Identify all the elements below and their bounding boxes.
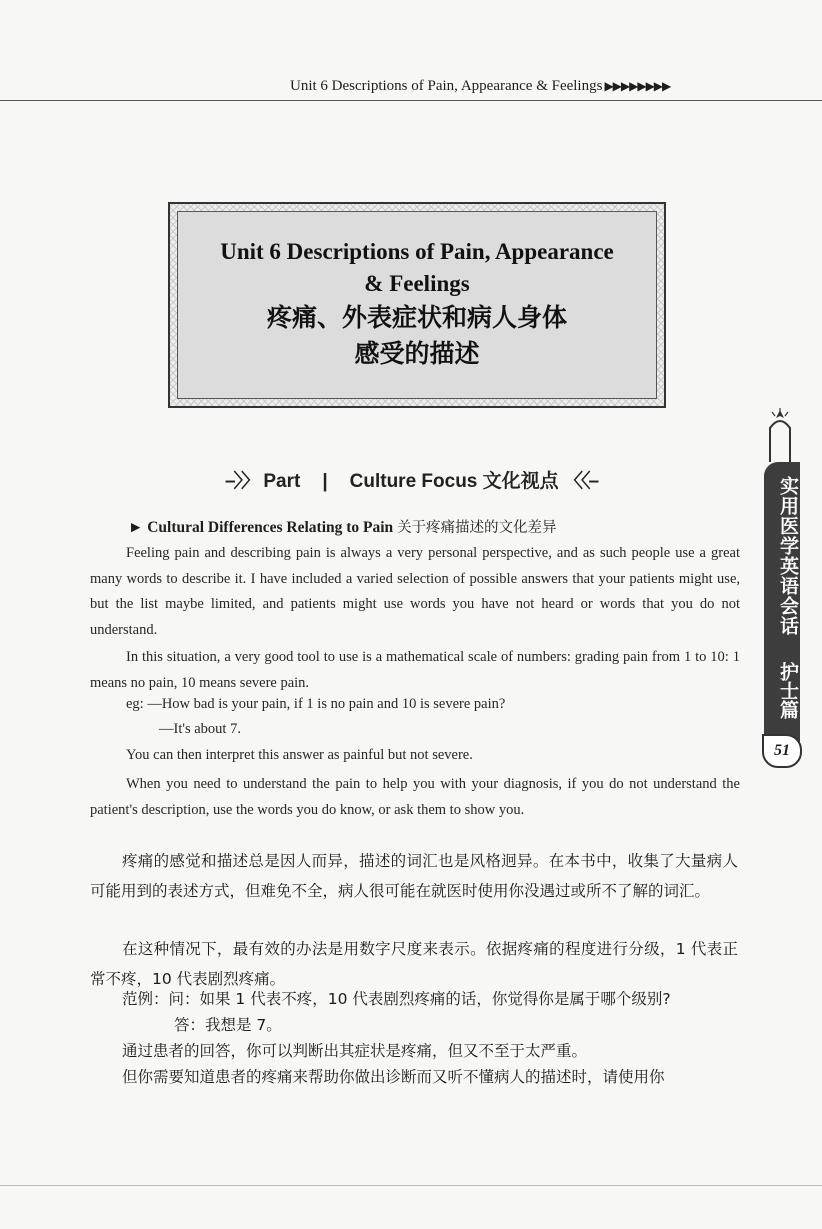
part-separator: | [322, 471, 328, 492]
chinese-example-question: 范例：问：如果 1 代表不疼，10 代表剧烈疼痛的话，你觉得你是属于哪个级别? [122, 990, 671, 1008]
bookmark-ribbon-icon [766, 408, 794, 464]
side-tab [764, 462, 800, 752]
part-heading [0, 466, 822, 493]
chinese-paragraph-2: 在这种情况下，最有效的办法是用数字尺度来表示。依据疼痛的程度进行分级，1 代表正常不疼，10 代表剧烈疼痛。 [90, 940, 738, 988]
section-title-en: Cultural Differences Relating to Pain [147, 519, 394, 536]
page-number: 51 [762, 734, 802, 768]
unit-title-box [168, 202, 666, 408]
chinese-paragraph-3: 通过患者的回答，你可以判断出其症状是疼痛，但又不至于太严重。 [122, 1042, 588, 1060]
unit-title-cn-line2: 感受的描述 [354, 339, 480, 368]
unit-title-en-line1: Unit 6 Descriptions of Pain, Appearance [220, 239, 614, 264]
part-deco-left: –〉〉 [224, 471, 259, 492]
chinese-example-answer: 答：我想是 7。 [174, 1016, 282, 1034]
unit-title-cn-line1: 疼痛、外表症状和病人身体 [266, 303, 567, 332]
running-header [290, 78, 820, 100]
english-paragraph-3: You can then interpret this answer as painful but not severe. [126, 747, 473, 763]
section-title-cn: 关于疼痛描述的文化差异 [397, 520, 557, 536]
unit-title-inner [177, 211, 657, 399]
english-example-question: eg: —How bad is your pain, if 1 is no pain and 10 is severe pain? [126, 696, 506, 712]
part-label: Part [263, 471, 301, 492]
header-rule [0, 100, 822, 101]
section-heading [128, 516, 557, 537]
section-marker-icon: ► [128, 519, 144, 536]
footer-rule [0, 1185, 822, 1186]
part-title: Culture Focus 文化视点 [349, 471, 559, 492]
side-tab-title: 实用医学英语会话 [777, 476, 799, 636]
english-paragraph-1: Feeling pain and describing pain is always a very personal perspective, and as such people use a great many words to describe it. I have included a varied selection of possible answers that your patients might use, but the list maybe limited, and patients might use words you have not heard or words that you do not understand. [90, 545, 740, 638]
unit-title-en-line2: & Feelings [364, 271, 470, 296]
part-deco-right: 〈〈– [563, 471, 598, 492]
side-tab-subtitle: 护士篇 [777, 662, 799, 719]
english-paragraph-2: In this situation, a very good tool to use is a mathematical scale of numbers: grading pain from 1 to 10: 1 means no pain, 10 means severe pain. [90, 649, 740, 691]
chinese-paragraph-4: 但你需要知道患者的疼痛来帮助你做出诊断而又听不懂病人的描述时，请使用你 [122, 1068, 665, 1086]
chinese-paragraph-1: 疼痛的感觉和描述总是因人而异，描述的词汇也是风格迥异。在本书中，收集了大量病人可能用到的表述方式，但难免不全，病人很可能在就医时使用你没遇过或所不了解的词汇。 [90, 852, 738, 900]
english-example-answer: —It's about 7. [159, 721, 241, 737]
english-paragraph-4: When you need to understand the pain to help you with your diagnosis, if you do not understand the patient's description, use the words you do know, or ask them to show you. [90, 776, 740, 818]
running-header-arrows: ▶▶▶▶▶▶▶▶ [604, 79, 671, 93]
running-header-text: Unit 6 Descriptions of Pain, Appearance & Feelings [290, 78, 603, 94]
